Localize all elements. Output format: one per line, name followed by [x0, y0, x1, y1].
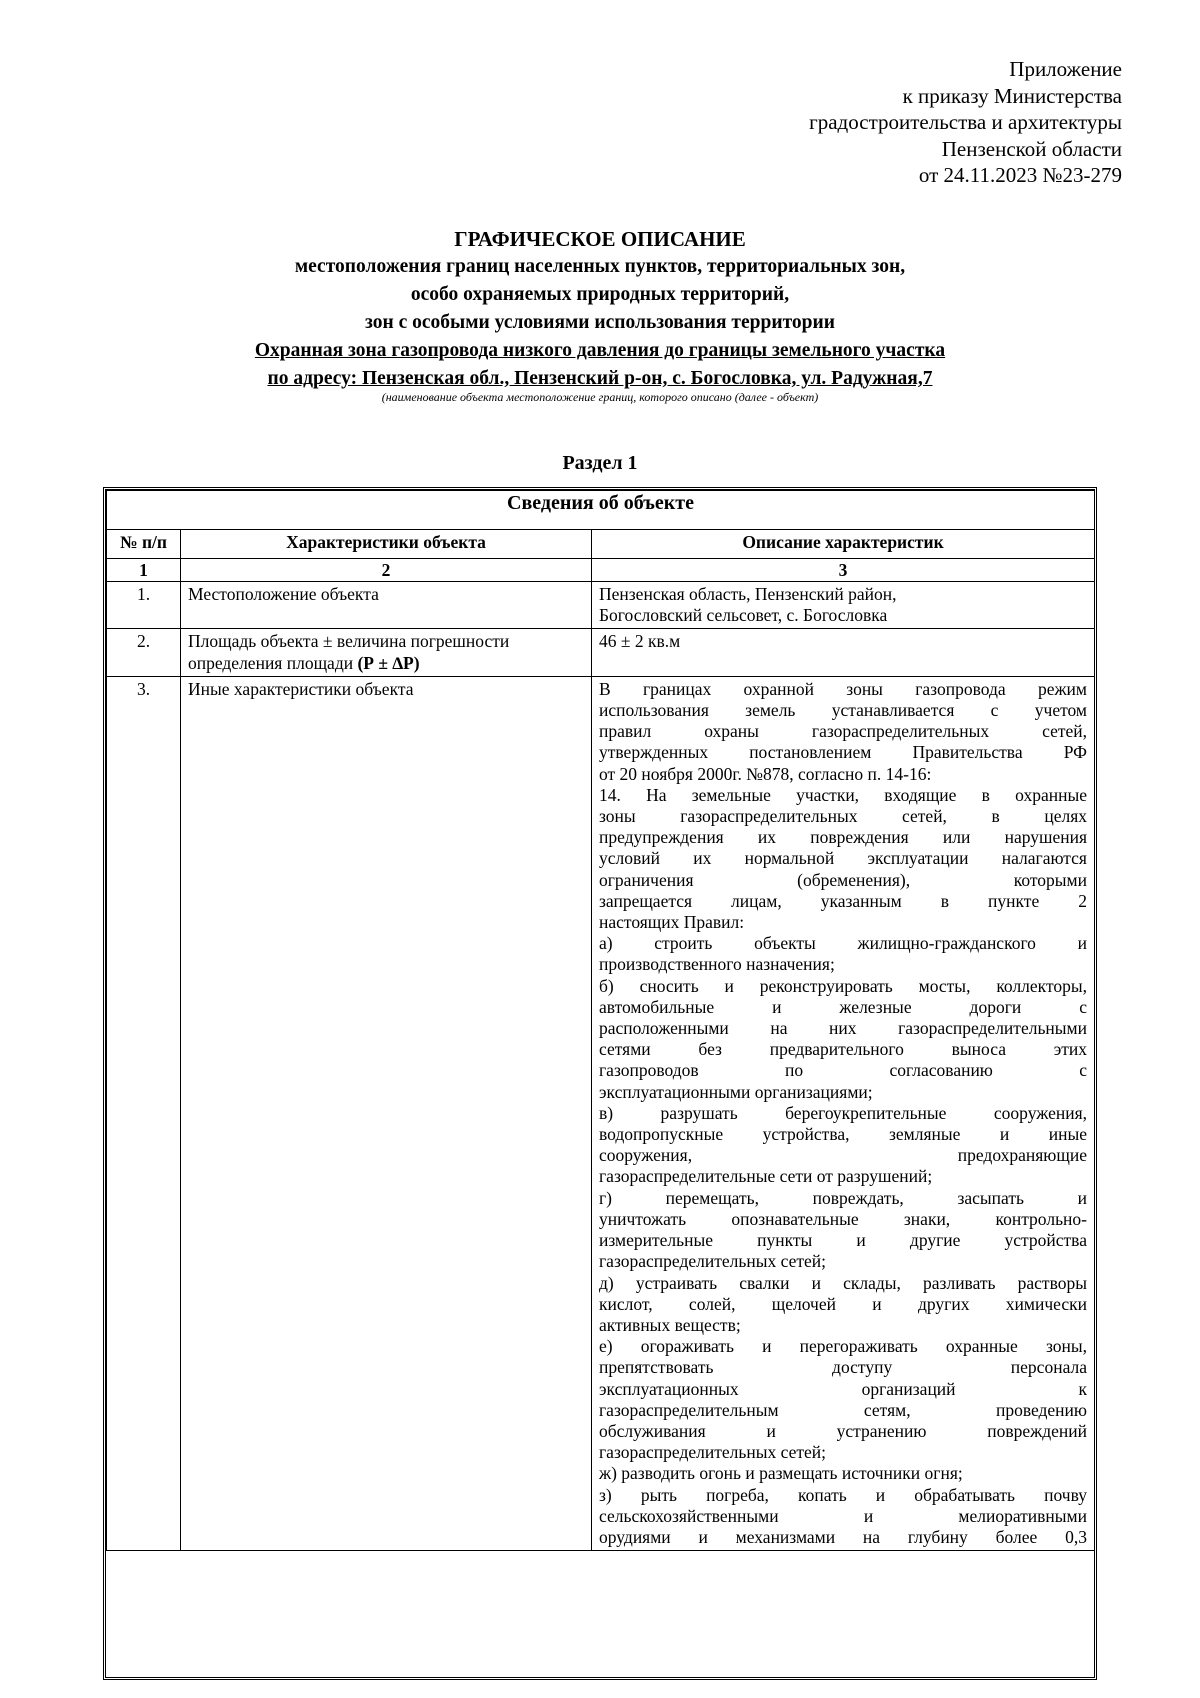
description-line: сооружения, предохраняющие: [599, 1145, 1087, 1166]
header-description: Описание характеристик: [592, 530, 1095, 559]
table-row: [107, 582, 1095, 629]
description-line: автомобильные и железные дороги с: [599, 996, 1087, 1017]
description-line: 14. На земельные участки, входящие в охранные: [599, 784, 1087, 805]
description-line: ограничения (обременения), которыми: [599, 869, 1087, 890]
description-line: предупреждения их повреждения или нарушения: [599, 827, 1087, 848]
description-line: газораспределительных сетей;: [599, 1442, 826, 1463]
main-title: ГРАФИЧЕСКОЕ ОПИСАНИЕ: [454, 227, 746, 251]
description-line: газопроводов по согласованию с: [599, 1060, 1087, 1081]
description-line: В границах охранной зоны газопровода режим: [599, 678, 1087, 699]
description-line: правил охраны газораспределительных сетей,: [599, 721, 1087, 742]
appendix-line: Пензенской области: [941, 136, 1122, 161]
description-line: измерительные пункты и другие устройства: [599, 1230, 1087, 1251]
row-description: 46 ± 2 кв.м: [592, 629, 1095, 676]
description-line: Богословский сельсовет, с. Богословка: [599, 605, 888, 626]
description-line: запрещается лицам, указанным в пункте 2: [599, 890, 1087, 911]
row-description: [592, 582, 1095, 629]
description-line: газораспределительных сетей;: [599, 1251, 826, 1272]
description-line: активных веществ;: [599, 1314, 741, 1335]
object-name: Охранная зона газопровода низкого давления до границы земельного участка: [254, 340, 946, 361]
object-address: по адресу: Пензенская обл., Пензенский р-он, с. Богословка, ул. Радужная,7: [267, 368, 933, 389]
table-row: [107, 676, 1095, 1550]
row-number: 2.: [107, 629, 181, 676]
characteristic-line: Площадь объекта ± величина погрешности: [188, 631, 510, 652]
description-line: д) устраивать свалки и склады, разливать растворы: [599, 1272, 1087, 1293]
appendix-line: от 24.11.2023 №23-279: [918, 163, 1122, 188]
description-line: ж) разводить огонь и размещать источники огня;: [599, 1463, 963, 1484]
description-line: от 20 ноября 2000г. №878, согласно п. 14-16:: [599, 763, 932, 784]
appendix-line: градостроительства и архитектуры: [809, 110, 1122, 135]
description-line: зоны газораспределительных сетей, в целях: [599, 806, 1087, 827]
description-line: в) разрушать берегоукрепительные сооружения,: [599, 1102, 1087, 1123]
description-line: газораспределительным сетям, проведению: [599, 1399, 1087, 1420]
description-line: использования земель устанавливается с учетом: [599, 700, 1087, 721]
document-title: [100, 225, 1100, 393]
column-number: 2: [181, 559, 592, 582]
title-line: особо охраняемых природных территорий,: [410, 284, 790, 305]
title-line: зон с особыми условиями использования территории: [365, 312, 835, 333]
description-line: уничтожать опознавательные знаки, контрольно-: [599, 1208, 1087, 1229]
row-description: [592, 676, 1095, 1550]
description-line: препятствовать доступу персонала: [599, 1357, 1087, 1378]
object-caption: (наименование объекта местоположение границ, которого описано (далее - объект): [381, 390, 819, 404]
appendix-line: Приложение: [1009, 57, 1122, 81]
description-line: эксплуатационных организаций к: [599, 1378, 1087, 1399]
description-line: б) сносить и реконструировать мосты, коллекторы,: [599, 975, 1087, 996]
row-characteristic: [181, 629, 592, 676]
description-line: условий их нормальной эксплуатации налагаются: [599, 848, 1087, 869]
description-line: з) рыть погреба, копать и обрабатывать почву: [599, 1484, 1087, 1505]
description-line: орудиями и механизмами на глубину более 0,3: [599, 1526, 1087, 1547]
row-number: 1.: [107, 582, 181, 629]
object-info-table: [106, 490, 1095, 1551]
title-line: местоположения границ населенных пунктов, территориальных зон,: [294, 256, 906, 277]
characteristic-line: определения площади: [188, 652, 354, 673]
description-line: водопропускные устройства, земляные и иные: [599, 1124, 1087, 1145]
description-line: утвержденных постановлением Правительства РФ: [599, 742, 1087, 763]
description-line: эксплуатационными организациями;: [599, 1081, 873, 1102]
description-line: обслуживания и устранению повреждений: [599, 1420, 1087, 1441]
description-line: расположенными на них газораспределительными: [599, 1018, 1087, 1039]
description-line: газораспределительные сети от разрушений;: [599, 1166, 933, 1187]
section-title: Раздел 1: [562, 452, 638, 474]
row-characteristic: Иные характеристики объекта: [181, 676, 592, 1550]
description-line: а) строить объекты жилищно-гражданского и: [599, 933, 1087, 954]
header-characteristics: Характеристики объекта: [181, 530, 592, 559]
description-line: сетями без предварительного выноса этих: [599, 1039, 1087, 1060]
object-info-table-frame: [103, 487, 1097, 1680]
row-number: 3.: [107, 676, 181, 1550]
description-line: е) огораживать и перегораживать охранные зоны,: [599, 1336, 1087, 1357]
row-characteristic: Местоположение объекта: [181, 582, 592, 629]
table-title: Сведения об объекте: [107, 491, 1095, 530]
description-line: кислот, солей, щелочей и других химически: [599, 1293, 1087, 1314]
description-line: сельскохозяйственными и мелиоративными: [599, 1505, 1087, 1526]
appendix-line: к приказу Министерства: [902, 83, 1122, 108]
column-number: 3: [592, 559, 1095, 582]
description-line: г) перемещать, повреждать, засыпать и: [599, 1187, 1087, 1208]
appendix-header: [522, 56, 1122, 189]
description-line: Пензенская область, Пензенский район,: [599, 584, 897, 604]
area-formula: (Р ± ∆Р): [357, 652, 420, 673]
header-number: № п/п: [107, 530, 181, 559]
description-line: настоящих Правил:: [599, 912, 745, 933]
description-line: производственного назначения;: [599, 954, 835, 975]
column-number: 1: [107, 559, 181, 582]
table-row: [107, 629, 1095, 676]
